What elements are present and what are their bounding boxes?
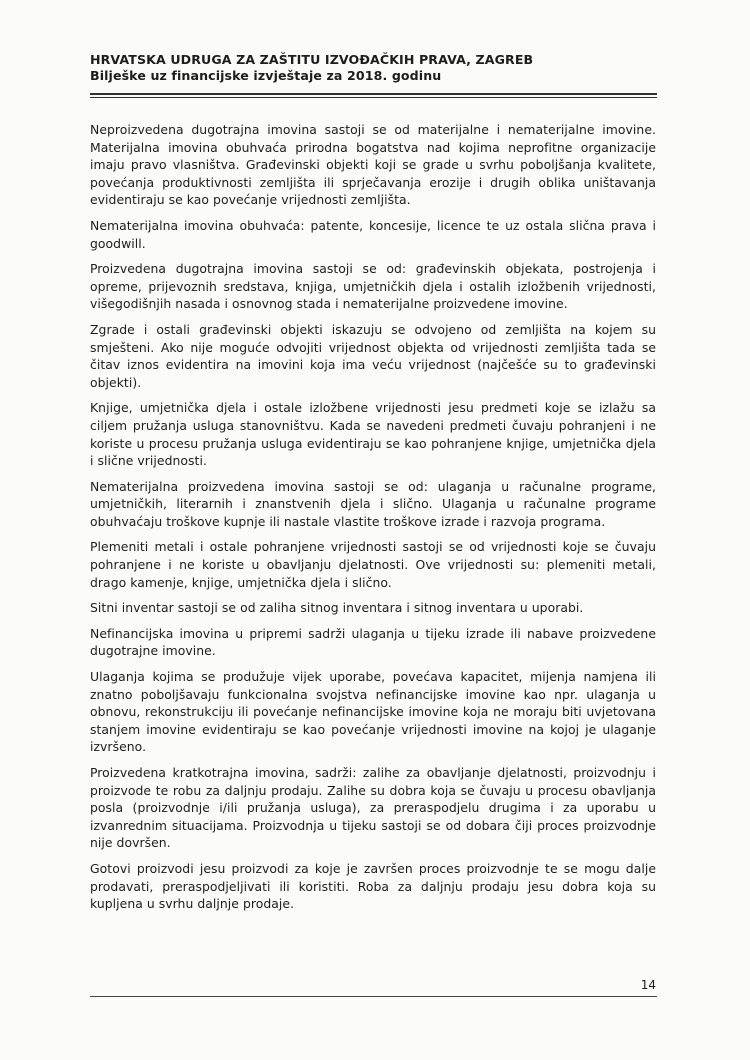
footer-divider xyxy=(90,996,657,997)
paragraph: Nematerijalna proizvedena imovina sastoji se od: ulaganja u računalne programe, umjetničkih, literarnih i znanstvenih djela i slično. Ulaganja u računalne programe obuhvaćaju troškove kupnje ili nastale vlastite troškove izrade i razvoja programa. xyxy=(90,478,656,529)
paragraph: Proizvedena kratkotrajna imovina, sadrži: zalihe za obavljanje djelatnosti, proizvodnju i proizvode te robu za daljnju prodaju. Zalihe su dobra koja se čuvaju u procesu obavljanja posla (proizvodnje i/ili pružanja usluga), za preraspodjelu drugima i za uporabu u izvanrednim situacijama. Proizvodnja u tijeku sastoji se od dobara čiji proces proizvodnje nije dovršen. xyxy=(90,765,656,851)
paragraph: Sitni inventar sastoji se od zaliha sitnog inventara i sitnog inventara u uporabi. xyxy=(90,600,584,616)
organization-name: HRVATSKA UDRUGA ZA ZAŠTITU IZVOĐAČKIH PRAVA, ZAGREB xyxy=(90,52,534,67)
page-header xyxy=(90,52,670,84)
paragraph: Gotovi proizvodi jesu proizvodi za koje je završen proces proizvodnje te se mogu dalje prodavati, preraspodjeljivati ili koristiti. Roba za daljnju prodaju jesu dobra koja su kupljena u svrhu daljnje prodaje. xyxy=(90,860,656,912)
header-divider-thick xyxy=(90,93,657,95)
paragraph: Ulaganja kojima se produžuje vijek uporabe, povećava kapacitet, mijenja namjena ili znatno poboljšavaju funkcionalna svojstva nefinancijske imovine kao npr. ulaganja u obnovu, rekonstrukciju ili povećanje nefinancijske imovine koja ne moraju biti uvjetovana stanjem imovine evidentiraju se kao povećanje vrijednosti imovine na kojoj je ulaganje izvršeno. xyxy=(90,669,656,755)
paragraph: Nematerijalna imovina obuhvaća: patente, koncesije, licence te uz ostala slična prava i goodwill. xyxy=(90,217,656,251)
page-number: 14 xyxy=(640,978,656,992)
paragraph: Plemeniti metali i ostale pohranjene vrijednosti sastoji se od vrijednosti koje se čuvaju pohranjene i ne koriste u obavljanju djelatnosti. Ove vrijednosti su: plemeniti metali, drago kamenje, knjige, umjetnička djela i slično. xyxy=(90,539,656,590)
paragraph: Nefinancijska imovina u pripremi sadrži ulaganja u tijeku izrade ili nabave proizvedene dugotrajne imovine. xyxy=(90,625,656,659)
body-text xyxy=(90,121,656,921)
paragraph: Proizvedena dugotrajna imovina sastoji se od: građevinskih objekata, postrojenja i opreme, prijevoznih sredstava, knjiga, umjetničkih djela i ostalih izložbenih vrijednosti, višegodišnjih nasada i osnovnog stada i nematerijalne proizvedene imovine. xyxy=(90,261,656,312)
paragraph: Knjige, umjetnička djela i ostale izložbene vrijednosti jesu predmeti koje se izlažu sa ciljem pružanja usluga stanovništvu. Kada se navedeni predmeti čuvaju pohranjeni i ne koriste u procesu pružanja usluga evidentiraju se kao pohranjene knjige, umjetnička djela i slične vrijednosti. xyxy=(90,400,656,469)
header-divider-thin xyxy=(90,97,657,98)
paragraph: Neproizvedena dugotrajna imovina sastoji se od materijalne i nematerijalne imovine. Materijalna imovina obuhvaća prirodna bogatstva nad kojima neprofitne organizacije imaju pravo vlasništva. Građevinski objekti koji se grade u svrhu poboljšanja kvalitete, povećanja produktivnosti zemljišta ili sprječavanja erozije i drugih oblika uništavanja evidentiraju se kao povećanje vrijednosti zemljišta. xyxy=(90,122,656,208)
paragraph: Zgrade i ostali građevinski objekti iskazuju se odvojeno od zemljišta na kojem su smješteni. Ako nije moguće odvojiti vrijednost objekta od vrijednosti zemljišta tada se čitav iznos evidentira na imovini koja ima veću vrijednost (najčešće su to građevinski objekti). xyxy=(90,321,656,390)
document-title: Bilješke uz financijske izvještaje za 2018. godinu xyxy=(90,68,442,83)
